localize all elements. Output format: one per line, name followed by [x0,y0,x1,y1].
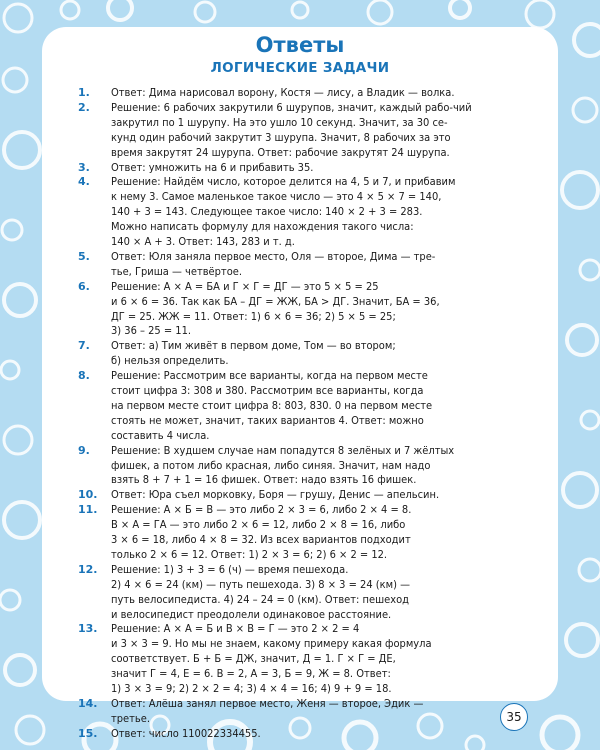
answer-number: 15. [78,726,98,740]
answer-line: Ответ: Юля заняла первое место, Оля — второе, Дима — тре- [111,249,436,263]
answer-line: 3 × 6 = 18, либо 4 × 8 = 32. Из всех вариантов подходит [111,533,411,546]
answer-line: 1) 3 × 3 = 9; 2) 2 × 2 = 4; 3) 4 × 4 = 16; 4) 9 + 9 = 18. [111,682,392,696]
answer-line: Ответ: Юра съел морковку, Боря — грушу, Денис — апельсин. [111,488,440,502]
answer-text [111,727,516,742]
answer-line: тье, Гриша — четвёртое. [111,264,242,278]
answer-line: 2) 4 × 6 = 24 (км) — путь пешехода. 3) 8 × 3 = 24 (км) — [111,577,410,591]
answer-line: стоит цифра 3: 308 и 380. Рассмотрим все варианты, когда [111,384,424,397]
answer-line: Ответ: Алёша занял первое место, Женя — второе, Эдик — [111,696,424,710]
answer-line: Решение: 1) 3 + 3 = 6 (ч) — время пешехода. [111,562,349,576]
answer-line: 140 + 3 = 143. Следующее такое число: 140 × 2 + 3 = 283. [111,205,423,219]
answer-line: закрутил по 1 шурупу. На это ушло 10 секунд. Значит, за 30 се- [111,115,448,129]
answer-text [111,563,516,623]
page-title: Ответы [255,33,345,57]
answer-text [111,250,516,280]
answer-line: время закрутят 24 шурупа. Ответ: рабочие закрутят 24 шурупа. [111,145,450,159]
answer-number: 3. [78,160,90,174]
answer-line: Решение: Рассмотрим все варианты, когда на первом месте [111,369,428,383]
answer-text [111,161,516,176]
answer-line: только 2 × 6 = 12. Ответ: 1) 2 × 3 = 6; 2) 6 × 2 = 12. [111,547,388,561]
answer-line: Решение: В худшем случае нам попадутся 8 зелёных и 7 жёлтых [111,443,455,457]
answer-number: 5. [78,249,90,263]
answer-number: 13. [78,622,98,636]
section-subtitle: ЛОГИЧЕСКИЕ ЗАДАЧИ [210,60,390,76]
answer-line: Ответ: Дима нарисовал ворону, Костя — лису, а Владик — волка. [111,86,455,99]
answer-text [111,444,516,489]
answer-text [111,697,516,727]
answer-text [111,488,516,503]
answer-line: В × A = ГА — это либо 2 × 6 = 12, либо 2 × 8 = 16, либо [111,518,406,532]
answer-line: стоять не может, значит, таких вариантов 4. Ответ: можно [111,413,424,427]
answer-text [111,280,516,340]
answer-line: ДГ = 25. ЖЖ = 11. Ответ: 1) 6 × 6 = 36; 2) 5 × 5 = 25; [111,309,396,323]
answer-line: и 6 × 6 = 36. Так как БА – ДГ = ЖЖ, БА > ДГ. Значит, БА = 36, [111,294,440,308]
answer-number: 6. [78,279,90,293]
answer-line: Ответ: умножить на 6 и прибавить 35. [111,160,314,174]
answer-line: Решение: A × A = БА и Г × Г = ДГ — это 5 × 5 = 25 [111,279,379,293]
answer-text [111,339,516,369]
answer-text [111,503,516,563]
answer-line: третье. [111,711,150,725]
answer-line: Ответ: число 110022334455. [111,726,261,740]
answer-line: 3) 36 – 25 = 11. [111,324,192,338]
answer-line: взять 8 + 7 + 1 = 16 фишек. Ответ: надо взять 16 фишек. [111,473,417,487]
answer-line: б) нельзя определить. [111,354,229,368]
answer-number: 7. [78,339,90,353]
answer-number: 1. [78,86,90,99]
answer-number: 9. [78,443,90,457]
answer-line: 140 × A + 3. Ответ: 143, 283 и т. д. [111,235,295,249]
answer-text [111,101,516,161]
answer-text [111,369,516,444]
answer-line: Решение: A × A = Б и В × В = Г — это 2 × 2 = 4 [111,622,360,636]
answer-line: Решение: 6 рабочих закрутили 6 шурупов, значит, каждый рабо-чий [111,100,472,114]
answer-line: составить 4 числа. [111,428,210,442]
answer-line: Решение: A × Б = В — это либо 2 × 3 = 6, либо 2 × 4 = 8. [111,503,412,517]
answer-line: Можно написать формулу для нахождения такого числа: [111,220,414,234]
answer-line: и 3 × 3 = 9. Но мы не знаем, какому примеру какая формула [111,637,432,651]
answer-line: к нему 3. Самое маленькое такое число — это 4 × 5 × 7 = 140, [111,190,442,204]
answer-line: кунд один рабочий закрутит 3 шурупа. Значит, 8 рабочих за это [111,130,451,144]
answer-line: значит Г = 4, Е = 6. В = 2, А = 3, Б = 9, Ж = 8. Ответ: [111,667,391,681]
answer-text [111,86,516,101]
answer-line: Ответ: а) Тим живёт в первом доме, Том — во втором; [111,339,396,353]
answer-line: Решение: Найдём число, которое делится на 4, 5 и 7, и прибавим [111,175,456,189]
answer-line: и велосипедист преодолели одинаковое расстояние. [111,607,392,621]
answer-number: 8. [78,369,90,383]
answer-text [111,175,516,250]
answer-line: путь велосипедиста. 4) 24 – 24 = 0 (км). Ответ: пешеход [111,592,409,606]
answer-number: 12. [78,562,98,576]
answer-line: на первом месте стоит цифра 8: 803, 830. 0 на первом месте [111,398,433,412]
answer-number: 14. [78,696,98,710]
answer-number: 11. [78,503,98,517]
answer-number: 2. [78,100,90,114]
answer-line: соответствует. Б + Б = ДЖ, значит, Д = 1. Г × Г = ДЕ, [111,652,396,666]
answer-line: фишек, а потом либо красная, либо синяя. Значит, нам надо [111,458,431,472]
answer-number: 4. [78,175,90,189]
answer-text [111,622,516,697]
page-number: 35 [500,703,528,731]
answer-number: 10. [78,488,98,502]
